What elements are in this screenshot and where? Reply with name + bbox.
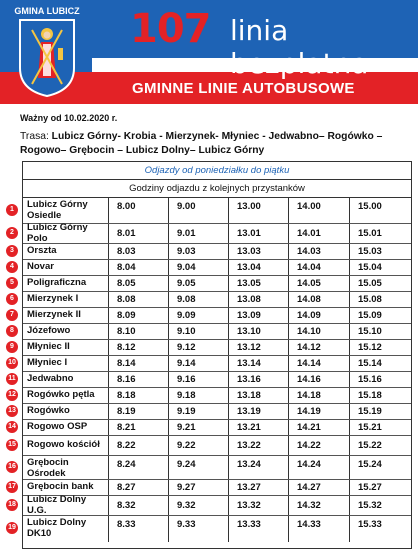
departure-time: 13.12 <box>229 340 289 355</box>
stop-number-badge: 3 <box>6 245 18 257</box>
departure-time: 15.08 <box>358 294 382 305</box>
stop-name: Józefowo <box>23 324 109 339</box>
departure-time: 14.18 <box>289 388 350 403</box>
stop-number-badge: 8 <box>6 325 18 337</box>
departure-time: 9.32 <box>169 496 229 515</box>
table-row <box>23 224 411 244</box>
departure-time: 13.19 <box>229 404 289 419</box>
departure-time: 8.08 <box>109 292 169 307</box>
table-row <box>23 244 411 260</box>
line-number: 107 <box>130 6 211 52</box>
departure-time: 13.18 <box>229 388 289 403</box>
departure-time: 13.08 <box>229 292 289 307</box>
departure-time: 9.09 <box>169 308 229 323</box>
departure-time: 13.24 <box>229 456 289 479</box>
table-row <box>23 388 411 404</box>
departure-time: 13.22 <box>229 436 289 455</box>
route-stops: Lubicz Górny- Krobia - Mierzynek- Młyniec - Jedwabno– Rogówko – Rogowo– Grębocin – Lubicz Dolny– Lubicz Górny <box>20 131 383 156</box>
departure-time: 13.10 <box>229 324 289 339</box>
departure-time: 14.27 <box>289 480 350 495</box>
departure-time: 9.04 <box>169 260 229 275</box>
departure-time: 8.03 <box>109 244 169 259</box>
departure-time: 14.33 <box>289 516 350 542</box>
table-row <box>23 420 411 436</box>
stop-name: Lubicz Górny Osiedle <box>23 198 109 223</box>
departure-time: 15.03 <box>358 246 382 257</box>
departure-time: 9.05 <box>169 276 229 291</box>
table-row <box>23 260 411 276</box>
table-row <box>23 292 411 308</box>
table-row <box>23 198 411 224</box>
departure-time: 14.05 <box>289 276 350 291</box>
departure-time: 9.03 <box>169 244 229 259</box>
departure-time: 14.10 <box>289 324 350 339</box>
stop-name: Grębocin Ośrodek <box>23 456 109 479</box>
stop-number-badge: 11 <box>6 373 18 385</box>
table-row <box>23 516 411 542</box>
departure-time: 15.12 <box>358 342 382 353</box>
departure-time: 8.24 <box>109 456 169 479</box>
table-row <box>23 324 411 340</box>
departure-time: 8.01 <box>109 224 169 243</box>
crest-block <box>4 4 90 102</box>
stop-name: Rogówko pętla <box>23 388 109 403</box>
departure-time: 13.32 <box>229 496 289 515</box>
departure-time: 14.24 <box>289 456 350 479</box>
stop-name: Jedwabno <box>23 372 109 387</box>
table-row <box>23 436 411 456</box>
departure-time: 8.32 <box>109 496 169 515</box>
departure-time: 8.19 <box>109 404 169 419</box>
departure-time: 15.21 <box>358 422 382 433</box>
departure-time: 8.22 <box>109 436 169 455</box>
stop-number-badge: 15 <box>6 439 18 451</box>
table-row <box>23 496 411 516</box>
table-row <box>23 356 411 372</box>
departure-time: 14.08 <box>289 292 350 307</box>
stop-number-badge: 19 <box>6 522 18 534</box>
stop-number-badge: 14 <box>6 421 18 433</box>
departure-time: 14.14 <box>289 356 350 371</box>
stop-number-badge: 18 <box>6 499 18 511</box>
departure-time: 9.27 <box>169 480 229 495</box>
stop-name: Novar <box>23 260 109 275</box>
departure-time: 14.32 <box>289 496 350 515</box>
departure-time: 15.33 <box>358 519 382 530</box>
departure-time: 8.10 <box>109 324 169 339</box>
departure-time: 13.09 <box>229 308 289 323</box>
departure-time: 15.05 <box>358 278 382 289</box>
departure-time: 9.01 <box>169 224 229 243</box>
departure-time: 8.09 <box>109 308 169 323</box>
timetable <box>22 161 412 549</box>
departure-time: 15.19 <box>358 406 382 417</box>
timetable-days: Odjazdy od poniedziałku do piątku <box>23 162 411 180</box>
departure-time: 9.33 <box>169 516 229 542</box>
departure-time: 14.19 <box>289 404 350 419</box>
departure-time: 9.24 <box>169 456 229 479</box>
stop-number-badge: 17 <box>6 481 18 493</box>
departure-time: 13.04 <box>229 260 289 275</box>
stop-name: Rogowo OSP <box>23 420 109 435</box>
departure-time: 15.16 <box>358 374 382 385</box>
departure-time: 15.01 <box>358 228 382 239</box>
stop-name: Poligraficzna <box>23 276 109 291</box>
departure-time: 8.18 <box>109 388 169 403</box>
departure-time: 8.00 <box>109 198 169 223</box>
table-row <box>23 456 411 480</box>
stop-number-badge: 6 <box>6 293 18 305</box>
stop-number-badge: 16 <box>6 461 18 473</box>
stop-number-badge: 12 <box>6 389 18 401</box>
stop-number-badge: 1 <box>6 204 18 216</box>
departure-time: 15.10 <box>358 326 382 337</box>
stop-name: Rogowo kościół <box>23 436 109 455</box>
departure-time: 15.27 <box>358 482 382 493</box>
departure-time: 9.10 <box>169 324 229 339</box>
departure-time: 14.22 <box>289 436 350 455</box>
stop-name: Mierzynek I <box>23 292 109 307</box>
stop-number-badge: 9 <box>6 341 18 353</box>
departure-time: 8.14 <box>109 356 169 371</box>
departure-time: 8.16 <box>109 372 169 387</box>
departure-time: 13.00 <box>229 198 289 223</box>
stop-number-badge: 10 <box>6 357 18 369</box>
departure-time: 13.03 <box>229 244 289 259</box>
stop-name: Młyniec II <box>23 340 109 355</box>
departure-time: 9.00 <box>169 198 229 223</box>
table-row <box>23 276 411 292</box>
header <box>0 0 418 104</box>
departure-time: 13.27 <box>229 480 289 495</box>
table-row <box>23 372 411 388</box>
valid-from: Ważny od 10.02.2020 r. <box>20 113 118 123</box>
stop-number-badge: 13 <box>6 405 18 417</box>
departure-time: 9.22 <box>169 436 229 455</box>
route-label: Trasa: <box>20 131 52 142</box>
departure-time: 8.33 <box>109 516 169 542</box>
departure-time: 14.03 <box>289 244 350 259</box>
departure-time: 9.19 <box>169 404 229 419</box>
departure-time: 15.22 <box>358 440 382 451</box>
departure-time: 15.09 <box>358 310 382 321</box>
departure-time: 9.21 <box>169 420 229 435</box>
stop-name: Lubicz Dolny U.G. <box>23 496 109 515</box>
coat-of-arms-icon <box>18 18 76 98</box>
departure-time: 14.04 <box>289 260 350 275</box>
stop-name: Lubicz Dolny DK10 <box>23 516 109 542</box>
departure-time: 14.01 <box>289 224 350 243</box>
departure-time: 14.21 <box>289 420 350 435</box>
departure-time: 8.05 <box>109 276 169 291</box>
departure-time: 14.16 <box>289 372 350 387</box>
departure-time: 13.14 <box>229 356 289 371</box>
departure-time: 14.12 <box>289 340 350 355</box>
departure-time: 14.09 <box>289 308 350 323</box>
departure-time: 13.21 <box>229 420 289 435</box>
banner-title: GMINNE LINIE AUTOBUSOWE <box>132 80 355 97</box>
departure-time: 9.18 <box>169 388 229 403</box>
stop-name: Grębocin bank <box>23 480 109 495</box>
departure-time: 9.16 <box>169 372 229 387</box>
stop-name: Lubicz Górny Polo <box>23 224 109 243</box>
departure-time: 8.12 <box>109 340 169 355</box>
departure-time: 15.00 <box>358 201 382 212</box>
departure-time: 15.14 <box>358 358 382 369</box>
departure-time: 13.33 <box>229 516 289 542</box>
departure-time: 15.24 <box>358 459 382 470</box>
departure-time: 8.04 <box>109 260 169 275</box>
departure-time: 9.14 <box>169 356 229 371</box>
departure-time: 15.18 <box>358 390 382 401</box>
stop-name: Rogówko <box>23 404 109 419</box>
stop-name: Orszta <box>23 244 109 259</box>
departure-time: 8.27 <box>109 480 169 495</box>
table-row <box>23 340 411 356</box>
departure-time: 13.05 <box>229 276 289 291</box>
departure-time: 15.32 <box>358 500 382 511</box>
stop-number-badge: 2 <box>6 227 18 239</box>
table-row <box>23 308 411 324</box>
crest-label: GMINA LUBICZ <box>14 6 80 16</box>
route-description <box>20 130 412 158</box>
table-row <box>23 404 411 420</box>
departure-time: 15.04 <box>358 262 382 273</box>
stop-name: Mierzynek II <box>23 308 109 323</box>
timetable-rows <box>23 198 411 542</box>
stop-number-badge: 5 <box>6 277 18 289</box>
stop-number-badge: 4 <box>6 261 18 273</box>
stop-name: Młyniec I <box>23 356 109 371</box>
stop-number-badge: 7 <box>6 309 18 321</box>
departure-time: 9.12 <box>169 340 229 355</box>
departure-time: 9.08 <box>169 292 229 307</box>
line-free-label: linia bezpłatna <box>230 14 369 80</box>
departure-time: 8.21 <box>109 420 169 435</box>
departure-time: 13.01 <box>229 224 289 243</box>
departure-time: 13.16 <box>229 372 289 387</box>
departure-time: 14.00 <box>289 198 350 223</box>
timetable-subtitle: Godziny odjazdu z kolejnych przystanków <box>23 180 411 198</box>
